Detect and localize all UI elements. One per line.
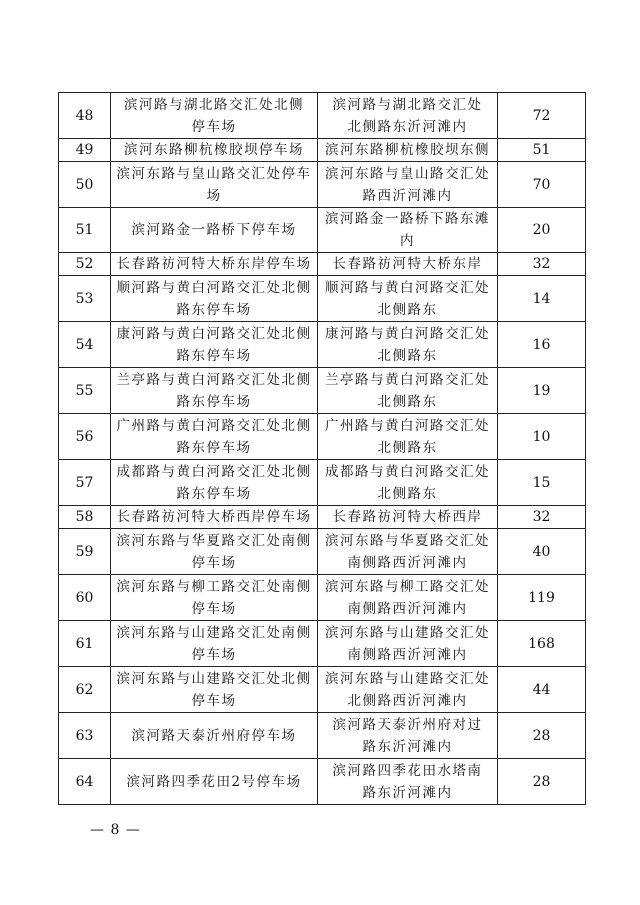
location-line: 滨河东路与华夏路交汇处 [325, 532, 490, 549]
parking-name-line: 停车场 [191, 692, 237, 709]
parking-lot-table [58, 92, 586, 805]
table-row [59, 460, 586, 506]
parking-name-cell [111, 667, 318, 713]
table-row [59, 276, 586, 322]
parking-spaces-cell: 28 [498, 713, 586, 759]
row-index-cell: 54 [59, 322, 111, 368]
location-line: 滨河东路柳杭橡胶坝东侧 [325, 142, 490, 158]
parking-name-line: 路东停车场 [176, 393, 252, 410]
parking-name-line: 路东停车场 [176, 301, 252, 318]
parking-name-line: 长春路祊河特大桥东岸停车场 [116, 256, 312, 272]
location-cell [318, 93, 498, 139]
parking-spaces-cell: 19 [498, 368, 586, 414]
location-line: 长春路祊河特大桥西岸 [332, 509, 483, 525]
parking-name-line: 滨河东路与山建路交汇处北侧 [116, 670, 312, 687]
location-line: 长春路祊河特大桥东岸 [332, 256, 483, 272]
location-line: 北侧路东 [377, 439, 438, 456]
location-cell [318, 759, 498, 805]
row-index-cell: 57 [59, 460, 111, 506]
row-index-cell: 49 [59, 139, 111, 162]
parking-spaces-cell: 44 [498, 667, 586, 713]
location-line: 滨河路天泰沂州府对过 [332, 716, 483, 733]
location-line: 北侧路东 [377, 301, 438, 318]
parking-spaces-cell: 72 [498, 93, 586, 139]
location-cell [318, 529, 498, 575]
location-line: 滨河东路与柳工路交汇处 [325, 578, 490, 595]
parking-name-line: 停车场 [191, 118, 237, 135]
parking-name-line: 滨河路天泰沂州府停车场 [131, 727, 297, 744]
location-line: 路东沂河滩内 [362, 738, 453, 755]
row-index-cell: 55 [59, 368, 111, 414]
parking-spaces-cell: 14 [498, 276, 586, 322]
parking-name-line: 停车场 [191, 554, 237, 571]
location-cell [318, 322, 498, 368]
row-index-cell: 60 [59, 575, 111, 621]
location-cell [318, 162, 498, 208]
row-index-cell: 52 [59, 253, 111, 276]
table-row [59, 93, 586, 139]
row-index-cell: 50 [59, 162, 111, 208]
parking-name-cell [111, 276, 318, 322]
table-row [59, 621, 586, 667]
parking-name-line: 长春路祊河特大桥西岸停车场 [116, 509, 312, 525]
location-line: 成都路与黄白河路交汇处 [325, 463, 490, 480]
parking-name-line: 兰亭路与黄白河路交汇处北侧 [116, 371, 312, 388]
parking-spaces-cell: 32 [498, 506, 586, 529]
parking-name-cell [111, 162, 318, 208]
location-line: 滨河东路与皇山路交汇处 [325, 165, 490, 182]
parking-name-cell [111, 322, 318, 368]
location-line: 路东沂河滩内 [362, 784, 453, 801]
location-line: 顺河路与黄白河路交汇处 [325, 279, 490, 296]
location-cell [318, 139, 498, 162]
table-row [59, 506, 586, 529]
location-line: 康河路与黄白河路交汇处 [325, 325, 490, 342]
location-line: 北侧路东 [377, 485, 438, 502]
location-line: 滨河东路与山建路交汇处 [325, 670, 490, 687]
table-row [59, 575, 586, 621]
location-cell [318, 575, 498, 621]
location-cell [318, 621, 498, 667]
row-index-cell: 51 [59, 208, 111, 253]
location-line: 南侧路西沂河滩内 [347, 554, 468, 571]
parking-spaces-cell: 51 [498, 139, 586, 162]
row-index-cell: 64 [59, 759, 111, 805]
location-cell [318, 713, 498, 759]
table-row [59, 713, 586, 759]
row-index-cell: 59 [59, 529, 111, 575]
table-row [59, 253, 586, 276]
parking-name-line: 路东停车场 [176, 485, 252, 502]
parking-name-cell [111, 621, 318, 667]
row-index-cell: 61 [59, 621, 111, 667]
table-row [59, 162, 586, 208]
location-line: 北侧路东 [377, 393, 438, 410]
table-row [59, 208, 586, 253]
row-index-cell: 58 [59, 506, 111, 529]
parking-name-line: 停车场 [191, 646, 237, 663]
table-row [59, 529, 586, 575]
location-cell [318, 208, 498, 253]
parking-name-line: 滨河路与湖北路交汇处北侧 [124, 96, 304, 113]
table-row [59, 368, 586, 414]
parking-name-line: 康河路与黄白河路交汇处北侧 [116, 325, 312, 342]
parking-name-line: 滨河东路与华夏路交汇处南侧 [116, 532, 312, 549]
parking-name-cell [111, 253, 318, 276]
parking-name-cell [111, 460, 318, 506]
location-line: 广州路与黄白河路交汇处 [325, 417, 490, 434]
location-cell [318, 368, 498, 414]
parking-spaces-cell: 32 [498, 253, 586, 276]
parking-name-line: 顺河路与黄白河路交汇处北侧 [116, 279, 312, 296]
parking-name-cell [111, 575, 318, 621]
parking-spaces-cell: 20 [498, 208, 586, 253]
location-line: 路西沂河滩内 [362, 187, 453, 204]
parking-name-line: 滨河东路与皇山路交汇处停车场 [116, 165, 312, 204]
parking-spaces-cell: 168 [498, 621, 586, 667]
parking-name-cell [111, 759, 318, 805]
location-cell [318, 253, 498, 276]
parking-name-line: 滨河路四季花田2号停车场 [126, 773, 302, 790]
parking-name-line: 滨河路金一路桥下停车场 [131, 222, 297, 238]
location-line: 兰亭路与黄白河路交汇处 [325, 371, 490, 388]
parking-spaces-cell: 10 [498, 414, 586, 460]
location-cell [318, 506, 498, 529]
row-index-cell: 63 [59, 713, 111, 759]
parking-name-line: 滨河东路与山建路交汇处南侧 [116, 624, 312, 641]
table-row [59, 139, 586, 162]
parking-spaces-cell: 119 [498, 575, 586, 621]
table-body [59, 93, 586, 805]
location-cell [318, 414, 498, 460]
parking-name-cell [111, 529, 318, 575]
parking-name-line: 成都路与黄白河路交汇处北侧 [116, 463, 312, 480]
parking-name-cell [111, 93, 318, 139]
location-line: 滨河路四季花田水塔南 [332, 762, 483, 779]
parking-name-cell [111, 139, 318, 162]
location-line: 南侧路西沂河滩内 [347, 600, 468, 617]
parking-name-line: 滨河东路柳杭橡胶坝停车场 [124, 142, 304, 158]
location-cell [318, 460, 498, 506]
parking-name-cell [111, 414, 318, 460]
parking-name-cell [111, 368, 318, 414]
location-line: 北侧路东 [377, 347, 438, 364]
page-number: — 8 — [90, 822, 141, 838]
parking-spaces-cell: 28 [498, 759, 586, 805]
parking-spaces-cell: 15 [498, 460, 586, 506]
table-row [59, 322, 586, 368]
parking-spaces-cell: 70 [498, 162, 586, 208]
parking-spaces-cell: 16 [498, 322, 586, 368]
row-index-cell: 53 [59, 276, 111, 322]
parking-name-line: 滨河东路与柳工路交汇处南侧 [116, 578, 312, 595]
row-index-cell: 48 [59, 93, 111, 139]
location-line: 北侧路西沂河滩内 [347, 692, 468, 709]
location-line: 滨河路金一路桥下路东滩内 [325, 211, 490, 249]
location-line: 滨河路与湖北路交汇处 [332, 96, 483, 113]
parking-name-line: 停车场 [191, 600, 237, 617]
parking-spaces-cell: 40 [498, 529, 586, 575]
location-cell [318, 276, 498, 322]
location-line: 南侧路西沂河滩内 [347, 646, 468, 663]
table-row [59, 414, 586, 460]
parking-name-line: 广州路与黄白河路交汇处北侧 [116, 417, 312, 434]
location-line: 滨河东路与山建路交汇处 [325, 624, 490, 641]
parking-name-cell [111, 208, 318, 253]
row-index-cell: 56 [59, 414, 111, 460]
location-cell [318, 667, 498, 713]
parking-name-line: 路东停车场 [176, 439, 252, 456]
table-row [59, 667, 586, 713]
parking-name-cell [111, 713, 318, 759]
table-row [59, 759, 586, 805]
parking-name-cell [111, 506, 318, 529]
location-line: 北侧路东沂河滩内 [347, 118, 468, 135]
row-index-cell: 62 [59, 667, 111, 713]
parking-name-line: 路东停车场 [176, 347, 252, 364]
